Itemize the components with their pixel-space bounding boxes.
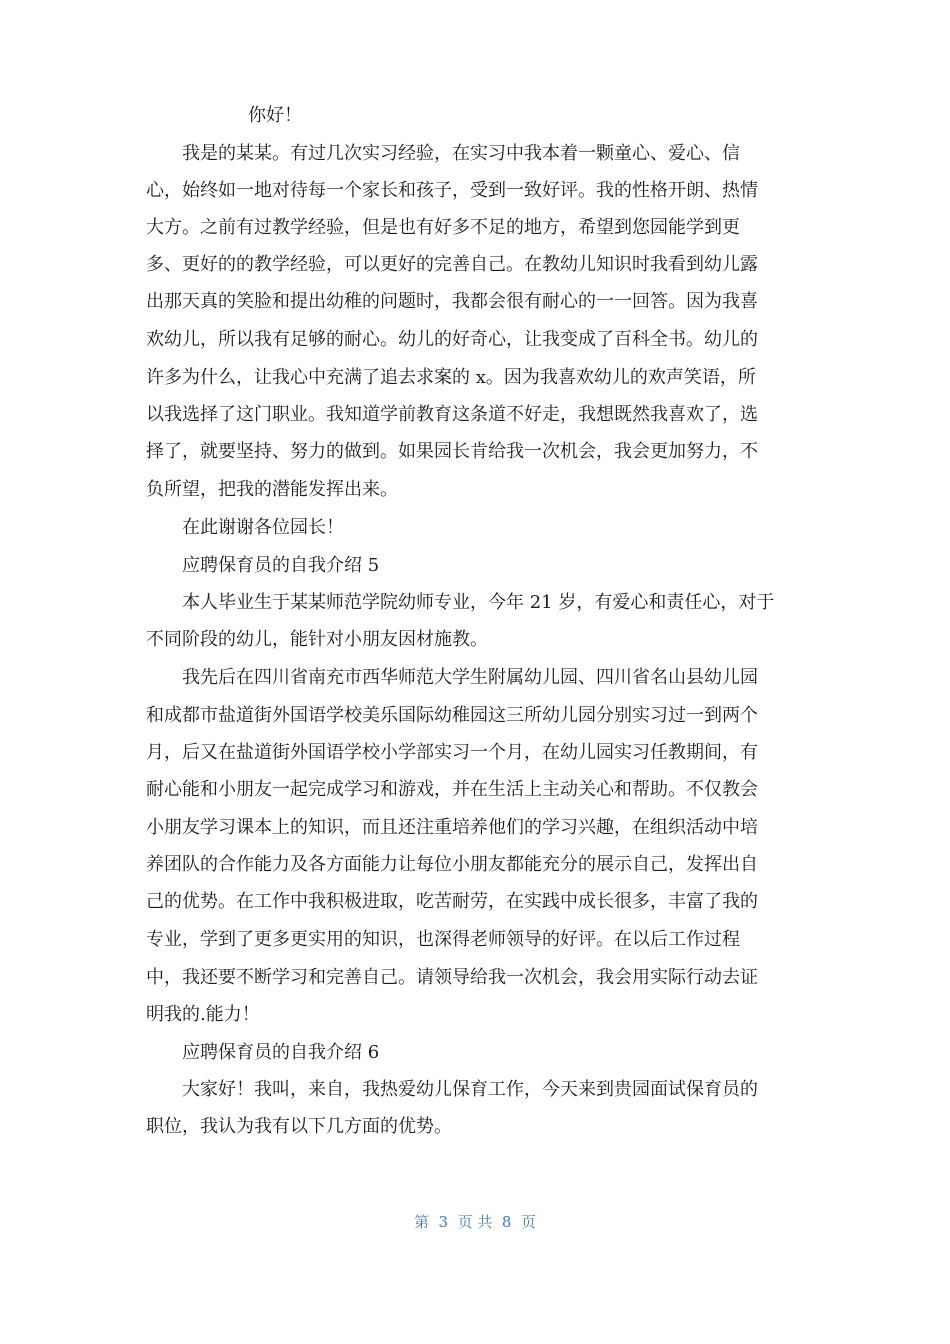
paragraph-line: 不同阶段的幼儿，能针对小朋友因材施教。 <box>146 629 488 650</box>
paragraph-line: 我先后在四川省南充市西华师范大学生附属幼儿园、四川省名山县幼儿园 <box>182 667 758 688</box>
paragraph-line: 养团队的合作能力及各方面能力让每位小朋友都能充分的展示自己，发挥出自 <box>146 854 758 875</box>
paragraph-line: 负所望，把我的潜能发挥出来。 <box>146 479 398 500</box>
paragraph-line: 以我选择了这门职业。我知道学前教育这条道不好走，我想既然我喜欢了，选 <box>146 404 758 425</box>
section-heading: 应聘保育员的自我介绍 6 <box>182 1042 380 1063</box>
paragraph-line: 在此谢谢各位园长！ <box>182 517 344 538</box>
paragraph-line: 多、更好的的教学经验，可以更好的完善自己。在教幼儿知识时我看到幼儿露 <box>146 254 758 275</box>
section-heading: 应聘保育员的自我介绍 5 <box>182 555 380 576</box>
paragraph-line: 许多为什么，让我心中充满了追去求案的 x。因为我喜欢幼儿的欢声笑语，所 <box>146 367 756 388</box>
paragraph-line: 出那天真的笑脸和提出幼稚的问题时，我都会很有耐心的一一回答。因为我喜 <box>146 291 758 312</box>
paragraph-line: 大方。之前有过教学经验，但是也有好多不足的地方，希望到您园能学到更 <box>146 217 740 238</box>
paragraph-line: 大家好！我叫，来自，我热爱幼儿保育工作，今天来到贵园面试保育员的 <box>182 1079 758 1100</box>
paragraph-line: 明我的.能力！ <box>146 1004 260 1025</box>
paragraph-line: 月，后又在盐道街外国语学校小学部实习一个月，在幼儿园实习任教期间，有 <box>146 742 758 763</box>
greeting: 你好！ <box>248 105 302 126</box>
paragraph-line: 小朋友学习课本上的知识，而且还注重培养他们的学习兴趣，在组织活动中培 <box>146 817 758 838</box>
paragraph-line: 中，我还要不断学习和完善自己。请领导给我一次机会，我会用实际行动去证 <box>146 967 758 988</box>
paragraph-line: 耐心能和小朋友一起完成学习和游戏，并在生活上主动关心和帮助。不仅教会 <box>146 779 758 800</box>
paragraph-line: 择了，就要坚持、努力的做到。如果园长肯给我一次机会，我会更加努力，不 <box>146 441 758 462</box>
paragraph-line: 心，始终如一地对待每一个家长和孩子，受到一致好评。我的性格开朗、热情 <box>146 180 758 201</box>
paragraph-line: 我是的某某。有过几次实习经验，在实习中我本着一颗童心、爱心、信 <box>182 143 740 164</box>
paragraph-line: 专业，学到了更多更实用的知识，也深得老师领导的好评。在以后工作过程 <box>146 929 740 950</box>
page-number: 第 3 页 共 8 页 <box>414 1213 536 1231</box>
paragraph-line: 职位，我认为我有以下几方面的优势。 <box>146 1116 452 1137</box>
paragraph-line: 欢幼儿，所以我有足够的耐心。幼儿的好奇心，让我变成了百科全书。幼儿的 <box>146 329 758 350</box>
page-footer <box>0 1212 950 1232</box>
paragraph-line: 本人毕业生于某某师范学院幼师专业，今年 21 岁，有爱心和责任心，对于 <box>182 592 775 613</box>
paragraph-line: 己的优势。在工作中我积极进取，吃苦耐劳，在实践中成长很多，丰富了我的 <box>146 891 758 912</box>
paragraph-line: 和成都市盐道街外国语学校美乐国际幼稚园这三所幼儿园分别实习过一到两个 <box>146 705 758 726</box>
